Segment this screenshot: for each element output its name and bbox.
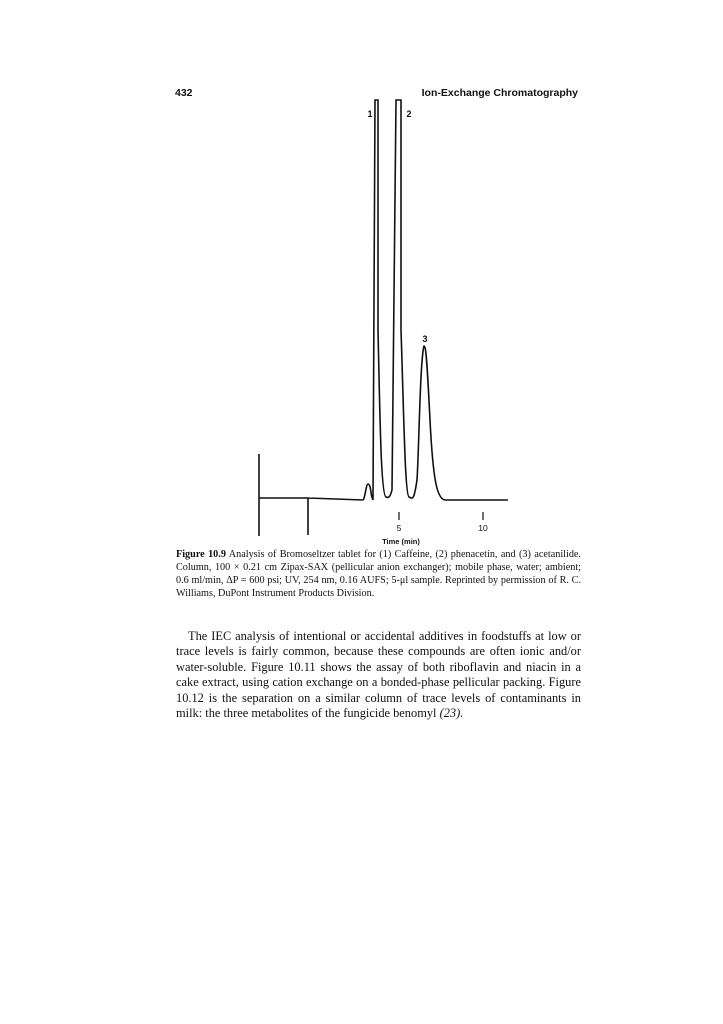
figure-caption [176, 548, 581, 600]
figure-label: Figure 10.9 [176, 549, 226, 560]
baseline-trace [259, 498, 363, 535]
page-number: 432 [175, 87, 193, 99]
signal-trace [363, 100, 508, 500]
running-head: Ion-Exchange Chromatography [421, 87, 578, 99]
peak-label-1: 1 [367, 109, 373, 119]
peak-label-3: 3 [422, 334, 428, 344]
peak-label-2: 2 [406, 109, 412, 119]
body-text [176, 629, 581, 721]
x-tick-label-10: 10 [478, 523, 488, 533]
caption-text: Analysis of Bromoseltzer tablet for (1) Caffeine, (2) phenacetin, and (3) acetanilide. Column, 100 × 0.21 cm Zipax-SAX (pellicular anion exchanger); mobile phase, water; ambient; 0.6 ml/min, ΔP = 600 psi; UV, 254 nm, 0.16 AUFS; 5-μl sample. Reprinted by permission of R. C. Williams, DuPont Instrument Products Division. [176, 549, 581, 599]
x-tick-label-5: 5 [396, 523, 402, 533]
body-paragraph [176, 629, 581, 721]
paragraph-text: The IEC analysis of intentional or accidental additives in foodstuffs at low or trace levels is fairly common, because these compounds are often ionic and/or water-soluble. Figure 10.11 shows the assay of both riboflavin and niacin in a cake extract, using cation exchange on a bonded-phase pellicular packing. Figure 10.12 is the separation on a similar column of trace levels of contaminants in milk: the three metabolites of the fungicide benomyl [176, 629, 581, 721]
reference-citation: (23). [439, 706, 464, 721]
x-axis-label: Time (min) [382, 537, 420, 546]
